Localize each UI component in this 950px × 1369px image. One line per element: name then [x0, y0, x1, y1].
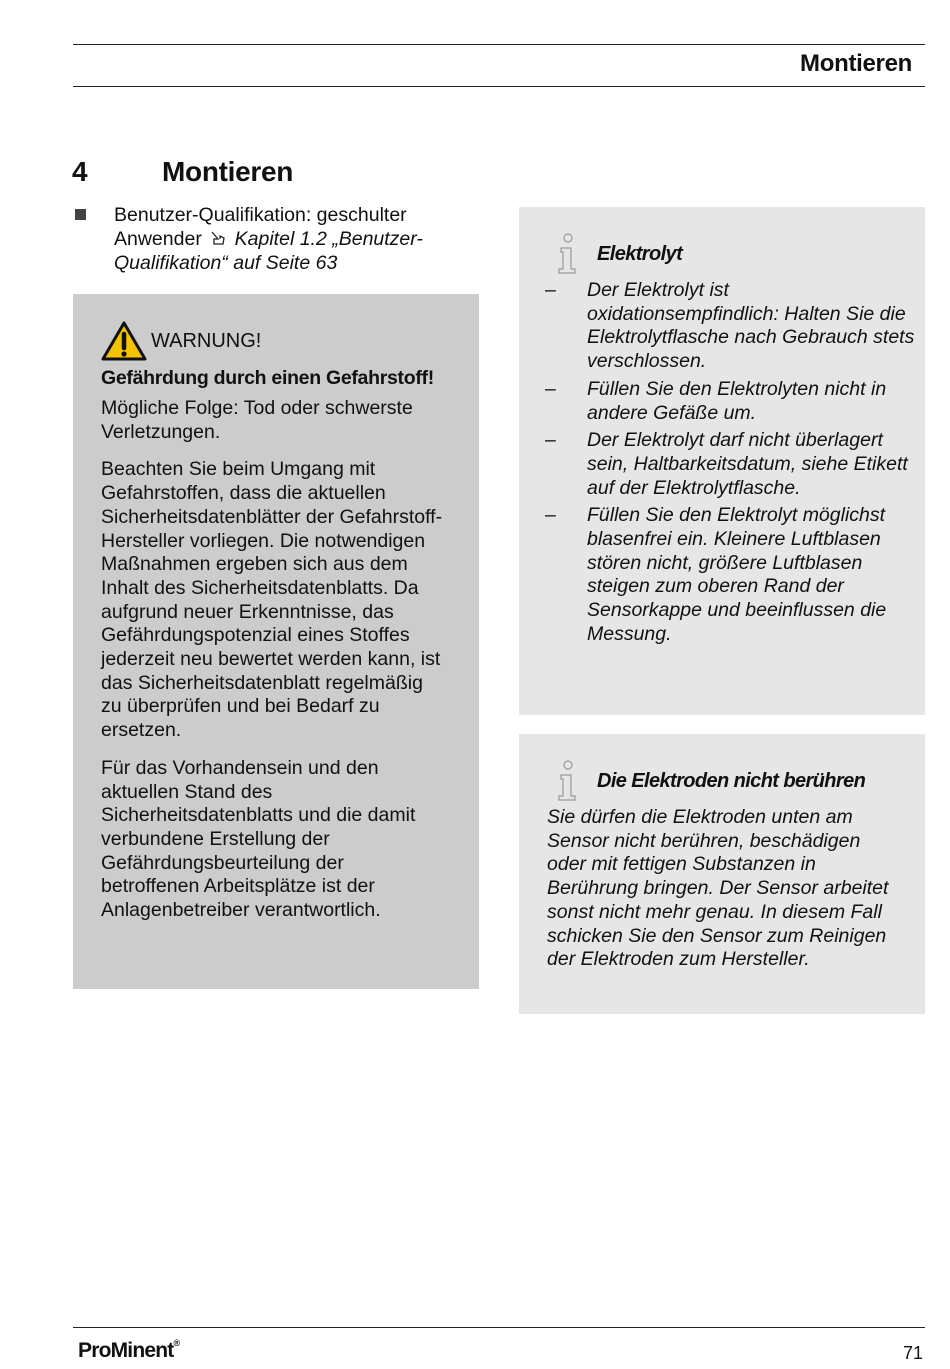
info-title: Die Elektroden nicht berühren: [597, 769, 866, 792]
info-title: Elektrolyt: [597, 242, 683, 265]
chapter-title: Montieren: [162, 156, 294, 187]
warning-triangle-icon: [101, 320, 147, 362]
qualification-label: Benutzer-Qualifikation: geschulter Anwender: [114, 204, 407, 250]
warning-label: WARNUNG!: [151, 329, 262, 352]
warning-header: [101, 320, 446, 362]
list-item: – Der Elektrolyt darf nicht überlagert sein, Haltbarkeitsdatum, siehe Etikett auf der Elektrolytflasche.: [545, 429, 908, 499]
list-item: – Der Elektrolyt ist oxidationsempfindlich: Halten Sie die Elektrolytflasche nach Gebrauch stets verschlossen.: [545, 279, 915, 373]
warning-paragraph-1: Beachten Sie beim Umgang mit Gefahrstoffen, dass die aktuellen Sicherheitsdatenblätter der Gefahrstoff-Hersteller vorliegen. Die notwendigen Maßnahmen ergeben sich aus dem Inhalt des Sicherheitsdatenblatts. Da aufgrund neuer Erkenntnisse, das Gefährdungspotenzial eines Stoffes jederzeit neu bewertet werden kann, ist das Sicherheitsdatenblatt regelmäßig zu überprüfen und bei Bedarf zu ersetzen.: [101, 458, 443, 742]
list-item: – Füllen Sie den Elektrolyt möglichst blasenfrei ein. Kleinere Luftblasen stören nicht, größere Luftblasen steigen zum oberen Rand der Sensorkappe und beeinflussen die Messung.: [545, 504, 887, 645]
info-header: [555, 760, 865, 802]
warning-consequence: Mögliche Folge: Tod oder schwerste Verletzungen.: [101, 397, 413, 443]
info-body: Sie dürfen die Elektroden unten am Sensor nicht berühren, beschädigen oder mit fettigen Substanzen in Berührung bringen. Der Sensor arbeitet sonst nicht mehr genau. In diesem Fall schicken Sie den Sensor zum Reinigen der Elektroden zum Hersteller.: [547, 806, 889, 971]
page-number: 71: [902, 1343, 923, 1363]
info-box-electrodes: [519, 734, 925, 1014]
header-title: Montieren: [800, 50, 912, 77]
qualification-text: [114, 203, 464, 275]
prominent-logo: ProMinent®: [78, 1338, 180, 1362]
chapter-link[interactable]: Kapitel 1.2 „Benutzer-Qualifikation“ auf Seite 63: [114, 228, 423, 274]
list-item: – Füllen Sie den Elektrolyten nicht in andere Gefäße um.: [545, 377, 887, 424]
warning-paragraph-2: Für das Vorhandensein und den aktuellen Stand des Sicherheitsdatenblatts und die damit verbundene Erstellung der Gefährdungsbeurteilung der betroffenen Arbeitsplätze ist der Anlagenbetreiber verantwortlich.: [101, 756, 416, 922]
info-icon: [555, 233, 579, 275]
info-list: [545, 279, 915, 651]
hand-pointer-icon: [209, 230, 227, 246]
info-box-elektrolyt: [519, 207, 925, 715]
header-rule-bottom: [73, 86, 925, 87]
bullet-square-icon: [75, 209, 86, 220]
warning-subtitle: Gefährdung durch einen Gefahrstoff!: [101, 367, 434, 389]
chapter-number: 4: [72, 156, 88, 187]
footer-rule: [73, 1327, 925, 1328]
header-rule-top: [73, 44, 925, 45]
info-icon: [555, 760, 579, 802]
info-header: [555, 233, 682, 275]
warning-box: [73, 294, 479, 989]
